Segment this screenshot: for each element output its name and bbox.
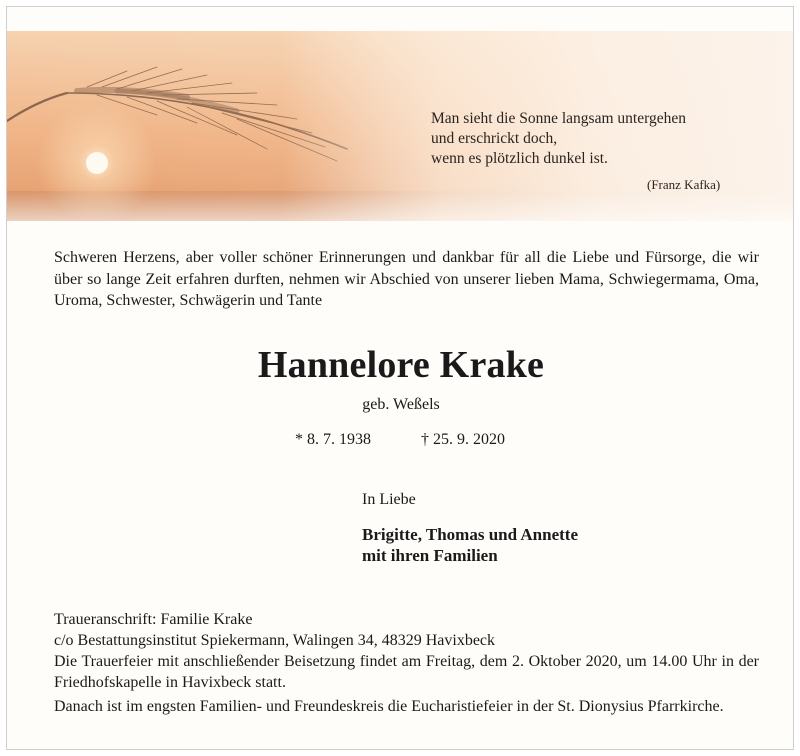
mourning-address-line: Traueranschrift: Familie Krake (54, 611, 253, 628)
ceremony-text: Die Trauerfeier mit anschließender Beisetzung findet am Freitag, dem 2. Oktober 2020, um 14.00 Uhr in der Friedhofskapelle in Havixbeck statt. (54, 653, 759, 691)
quote-author: (Franz Kafka) (647, 177, 721, 192)
mourners-line: mit ihren Familien (362, 546, 498, 565)
sunset-wheat-banner (7, 31, 794, 221)
mourners-line: Brigitte, Thomas und Annette (362, 525, 578, 544)
kafka-quote (431, 109, 761, 169)
deceased-name: Hannelore Krake (257, 344, 545, 386)
intro-text: Schweren Herzens, aber voller schöner Erinnerungen und dankbar für all die Liebe und Fürsorge, die wir über so lange Zeit erfahren durften, nehmen wir Abschied von unserer lieben Mama, Schwiegermama, Oma, Uroma, Schwester, Schwägerin und Tante (54, 249, 759, 309)
quote-line: Man sieht die Sonne langsam untergehen (431, 110, 686, 127)
funeral-info (54, 609, 759, 717)
in-love-label: In Liebe (362, 491, 416, 508)
death-date: † 25. 9. 2020 (421, 431, 505, 448)
mourning-address-line: c/o Bestattungsinstitut Spiekermann, Walingen 34, 48329 Havixbeck (54, 632, 496, 649)
birth-date: * 8. 7. 1938 (295, 431, 371, 448)
mourners-names (362, 524, 578, 566)
quote-line: und erschrickt doch, (431, 130, 558, 147)
obituary-notice (6, 6, 794, 750)
quote-line: wenn es plötzlich dunkel ist. (431, 150, 608, 167)
birth-name: geb. Weßels (362, 396, 440, 413)
mass-text: Danach ist im engsten Familien- und Freundeskreis die Eucharistiefeier in der St. Dionysius Pfarrkirche. (54, 698, 724, 715)
